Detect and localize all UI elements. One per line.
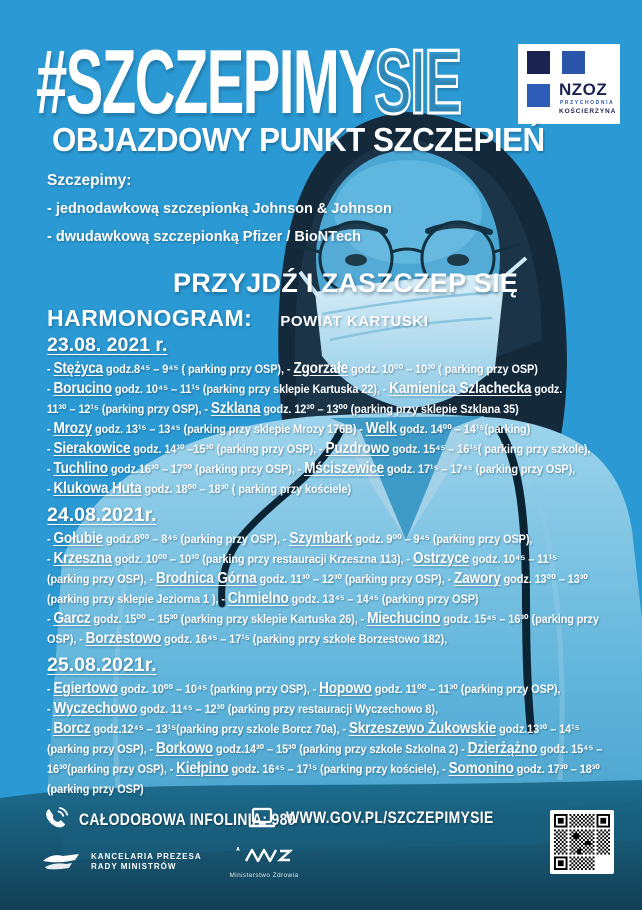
schedule-date: 24.08.2021r. bbox=[47, 504, 157, 526]
schedule-line: - Krzeszna godz. 10⁰⁰ – 10³⁰ (parking przy restauracji Krzeszna 113), - Ostrzyce godz. 10⁴⁵ – 11¹⁵ bbox=[47, 550, 558, 567]
hotline-text: CAŁODOBOWA INFOLINIA: 989 bbox=[79, 809, 296, 829]
schedule-date: 25.08.2021r. bbox=[47, 654, 157, 676]
schedule-line: - Gołubie godz.8⁰⁰ – 8⁴⁵ (parking przy OSP), - Szymbark godz. 9⁰⁰ – 9⁴⁵ (parking przy OSP), bbox=[47, 530, 533, 547]
schedule-line: - Stężyca godz.8⁴⁵ – 9⁴⁵ ( parking przy OSP), - Zgorzałe godz. 10⁰⁰ – 10³⁰ ( parking przy OSP) bbox=[47, 360, 538, 377]
town-name: Szymbark bbox=[289, 530, 353, 547]
laptop-icon bbox=[248, 806, 276, 830]
town-name: Welk bbox=[365, 420, 397, 437]
town-name: Egiertowo bbox=[53, 680, 118, 697]
call-to-action: PRZYJDŹ I ZASZCZEP SIĘ bbox=[173, 268, 519, 298]
town-name: Puzdrowo bbox=[325, 440, 390, 457]
logo-subline-1: PRZYCHODNIA bbox=[560, 100, 615, 106]
schedule-line: - Mrozy godz. 13¹⁵ – 13⁴⁵ (parking przy sklepie Mrozy 176B) - Welk godz. 14⁰⁰ – 14¹⁵(parking) bbox=[47, 420, 531, 437]
flag-icon bbox=[42, 851, 82, 873]
schedule-line: - Borucino godz. 10⁴⁵ – 11¹⁵ (parking przy sklepie Kartuska 22), - Kamienica Szlachecka godz. bbox=[47, 380, 563, 397]
schedule-line: - Tuchlino godz.16³⁰ – 17⁰⁰ (parking przy OSP), - Mściszewice godz. 17¹⁵ – 17⁴⁵ (parking przy OSP), bbox=[47, 460, 576, 477]
town-name: Tuchlino bbox=[53, 460, 108, 477]
schedule-line: - Wyczechowo godz. 11⁴⁵ – 12³⁰ (parking przy restauracji Wyczechowo 8), bbox=[47, 700, 438, 717]
logo-square-dark bbox=[527, 51, 550, 74]
campaign-hashtag-title bbox=[36, 30, 461, 134]
hashtag-solid-text: #SZCZEPIMY bbox=[36, 31, 375, 134]
schedule-line: - Sierakowice godz. 14³⁰ –15³⁰ (parking przy OSP), - Puzdrowo godz. 15⁴⁵ – 16¹⁵( parking przy szkole), bbox=[47, 440, 591, 457]
phone-icon bbox=[42, 806, 69, 833]
town-name: Brodnica Górna bbox=[155, 570, 257, 587]
town-name: Krzeszna bbox=[53, 550, 112, 567]
town-name: Borkowo bbox=[155, 740, 214, 757]
logo-subline-2: KOŚCIERZYNA bbox=[559, 108, 617, 115]
kprm-logo-block bbox=[42, 851, 202, 873]
town-name: Stężyca bbox=[53, 360, 104, 377]
qr-code bbox=[550, 810, 614, 874]
schedule-title: HARMONOGRAM: bbox=[47, 305, 253, 331]
mz-logo-block bbox=[228, 845, 300, 879]
town-name: Klukowa Huta bbox=[53, 480, 142, 497]
schedule-line: (parking przy OSP), - Borkowo godz.14³⁰ – 15³⁰ (parking przy szkole Szkolna 2) - Dzierżążno godz. 15⁴⁵ – bbox=[47, 740, 603, 757]
poster-subtitle: OBJAZDOWY PUNKT SZCZEPIEŃ bbox=[52, 121, 545, 158]
qr-code-pattern bbox=[554, 814, 610, 870]
town-name: Zawory bbox=[453, 570, 501, 587]
schedule-line: (parking przy OSP) bbox=[47, 782, 144, 796]
schedule-line: (parking przy sklepie Jeziorna 1 ), - Chmielno godz. 13⁴⁵ – 14⁴⁵ (parking przy OSP) bbox=[47, 590, 479, 607]
schedule-line: 11³⁰ – 12¹⁵ (parking przy OSP), - Szklana godz. 12³⁰ – 13⁰⁰ (parking przy sklepie Szklana 35) bbox=[47, 400, 519, 417]
town-name: Borucino bbox=[53, 380, 112, 397]
town-name: Borzestowo bbox=[85, 630, 162, 647]
website-text: WWW.GOV.PL/SZCZEPIMYSIE bbox=[286, 808, 494, 827]
schedule-line: 16³⁰(parking przy OSP), - Kiełpino godz. 16⁴⁵ – 17¹⁵ (parking przy kościele), - Somonino godz. 17³⁰ – 18³⁰ bbox=[47, 760, 600, 777]
town-name: Somonino bbox=[448, 760, 514, 777]
schedule-line: OSP), - Borzestowo godz. 16⁴⁵ – 17¹⁵ (parking przy szkole Borzestowo 182), bbox=[47, 630, 448, 647]
schedule-region: POWIAT KARTUSKI bbox=[280, 313, 429, 330]
schedule-date: 23.08. 2021 r. bbox=[47, 334, 168, 356]
town-name: Borcz bbox=[53, 720, 91, 737]
schedule-line: - Klukowa Huta godz. 18⁰⁰ – 18³⁰ ( parking przy kościele) bbox=[47, 480, 351, 497]
intro-label: Szczepimy: bbox=[47, 172, 132, 189]
town-name: Ostrzyce bbox=[412, 550, 470, 567]
mz-text: Ministerstwo Zdrowia bbox=[229, 872, 299, 879]
nzoz-clinic-logo bbox=[518, 44, 620, 124]
schedule-line: - Borcz godz.12⁴⁵ – 13¹⁵(parking przy szkole Borcz 70a), - Skrzeszewo Żukowskie godz.13³⁰ – 14¹⁵ bbox=[47, 720, 580, 737]
kprm-line2: RADY MINISTRÓW bbox=[91, 862, 177, 871]
hashtag-outline-text: SIE bbox=[374, 31, 461, 134]
kprm-text bbox=[91, 852, 202, 872]
logo-name: NZOZ bbox=[559, 80, 608, 99]
town-name: Chmielno bbox=[227, 590, 289, 607]
town-name: Hopowo bbox=[319, 680, 372, 697]
vaccines-intro bbox=[47, 172, 392, 257]
vaccine-item-pfizer: - dwudawkową szczepionką Pfizer / BioNTech bbox=[47, 229, 361, 245]
town-name: Kiełpino bbox=[176, 760, 229, 777]
town-name: Mściszewice bbox=[304, 460, 385, 477]
town-name: Garcz bbox=[53, 610, 91, 627]
town-name: Dzierżążno bbox=[467, 740, 538, 757]
town-name: Sierakowice bbox=[53, 440, 131, 457]
logo-square-blue2 bbox=[527, 84, 550, 107]
town-name: Gołubie bbox=[53, 530, 104, 547]
schedule-line: (parking przy OSP), - Brodnica Górna godz. 11³⁰ – 12³⁰ (parking przy OSP), - Zawory godz. 13⁰⁰ – 13³⁰ bbox=[47, 570, 588, 587]
town-name: Wyczechowo bbox=[53, 700, 138, 717]
logo-square-blue bbox=[562, 51, 585, 74]
website-block bbox=[248, 806, 539, 830]
town-name: Miechucino bbox=[367, 610, 441, 627]
town-name: Mrozy bbox=[53, 420, 93, 437]
schedule-heading bbox=[47, 305, 428, 332]
town-name: Kamienica Szlachecka bbox=[389, 380, 532, 397]
town-name: Zgorzałe bbox=[293, 360, 349, 377]
kprm-line1: KANCELARIA PREZESA bbox=[91, 852, 202, 861]
town-name: Szklana bbox=[210, 400, 261, 417]
schedule-line: - Egiertowo godz. 10⁰⁰ – 10⁴⁵ (parking przy OSP), - Hopowo godz. 11⁰⁰ – 11³⁰ (parking przy OSP), bbox=[47, 680, 561, 697]
schedule-days bbox=[47, 333, 632, 799]
vaccine-item-jj: - jednodawkową szczepionką Johnson & Johnson bbox=[47, 201, 392, 217]
ministry-of-health-eagle-icon bbox=[228, 845, 300, 865]
town-name: Skrzeszewo Żukowskie bbox=[348, 720, 497, 737]
schedule-line: - Garcz godz. 15⁰⁰ – 15³⁰ (parking przy sklepie Kartuska 26), - Miechucino godz. 15⁴⁵ – 16³⁰ (parking przy bbox=[47, 610, 599, 627]
